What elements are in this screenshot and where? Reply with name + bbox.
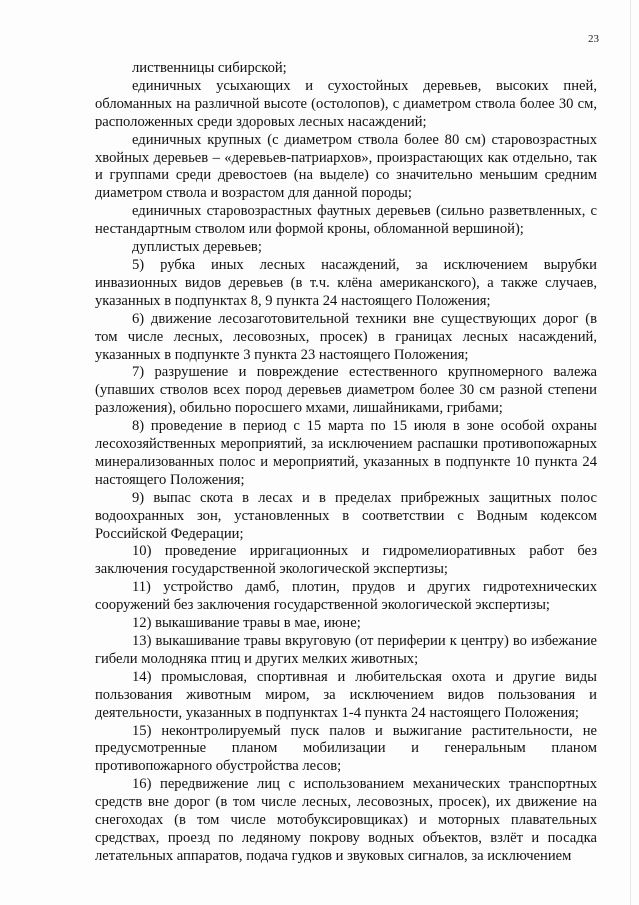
paragraph: 11) устройство дамб, плотин, прудов и других гидротехнических сооружений без заключения государственной экологической экспертизы;	[95, 579, 597, 614]
paragraph: дуплистых деревьев;	[132, 239, 262, 256]
document-body	[95, 60, 597, 866]
paragraph: 12) выкашивание травы в мае, июне;	[132, 615, 361, 632]
paragraph: 10) проведение ирригационных и гидромелиоративных работ без заключения государственной экологической экспертизы;	[95, 543, 597, 578]
paragraph: 15) неконтролируемый пуск палов и выжигание растительности, не предусмотренные планом мобилизации и генеральным планом противопожарного обустройства лесов;	[95, 722, 597, 775]
paragraph: 5) рубка иных лесных насаждений, за исключением вырубки инвазионных видов деревьев (в т.ч. клёна американского), а также случаев, указанных в подпунктах 8, 9 пункта 24 настоящего Положения;	[95, 256, 597, 309]
paragraph: 16) передвижение лиц с использованием механических транспортных средств вне дорог (в том числе лесных, лесовозных, просек), их движение на снегоходах (в том числе мотобуксировщиках) и моторных плавательных средствах, проезд по ледяному покрову водных объектов, взлёт и посадка летательных аппаратов, подача гудков и звуковых сигналов, за исключением	[95, 776, 597, 864]
paragraph: лиственницы сибирской;	[132, 60, 287, 76]
scan-edge-line	[630, 0, 631, 905]
paragraph: единичных крупных (с диаметром ствола более 80 см) старовозрастных хвойных деревьев – «деревьев-патриархов», произрастающих как отдельно, так и группами среди древостоев (на выделе) со значительно меньшим средним диаметром ствола и возрастом для данной породы;	[95, 131, 597, 202]
paragraph: единичных старовозрастных фаутных деревьев (сильно разветвленных, с нестандартным стволом или формой кроны, обломанной вершиной);	[95, 203, 597, 238]
page-number: 23	[588, 33, 599, 45]
paragraph: 6) движение лесозаготовительной техники вне существующих дорог (в том числе лесных, лесовозных, просек) в границах лесных насаждений, указанных в подпункте 3 пункта 23 настоящего Положения;	[95, 310, 597, 363]
paragraph: 8) проведение в период с 15 марта по 15 июля в зоне особой охраны лесохозяйственных мероприятий, за исключением распашки противопожарных минерализованных полос и мероприятий, указанных в подпункте 10 пункта 24 настоящего Положения;	[95, 418, 597, 488]
paragraph: 14) промысловая, спортивная и любительская охота и другие виды пользования животным миром, за исключением видов пользования и деятельности, указанных в подпунктах 1-4 пункта 24 настоящего Положения;	[95, 668, 597, 721]
paragraph: 7) разрушение и повреждение естественного крупномерного валежа (упавших стволов всех пород деревьев диаметром более 30 см разной степени разложения), обильно поросшего мхами, лишайниками, грибами;	[95, 364, 597, 417]
paragraph: единичных усыхающих и сухостойных деревьев, высоких пней, обломанных на различной высоте (остолопов), с диаметром ствола более 30 см, расположенных среди здоровых лесных насаждений;	[95, 77, 597, 130]
paragraph: 9) выпас скота в лесах и в пределах прибрежных защитных полос водоохранных зон, установленных в соответствии с Водным кодексом Российской Федерации;	[95, 489, 597, 542]
paragraph: 13) выкашивание травы вкруговую (от периферии к центру) во избежание гибели молодняка птиц и других мелких животных;	[95, 633, 597, 667]
